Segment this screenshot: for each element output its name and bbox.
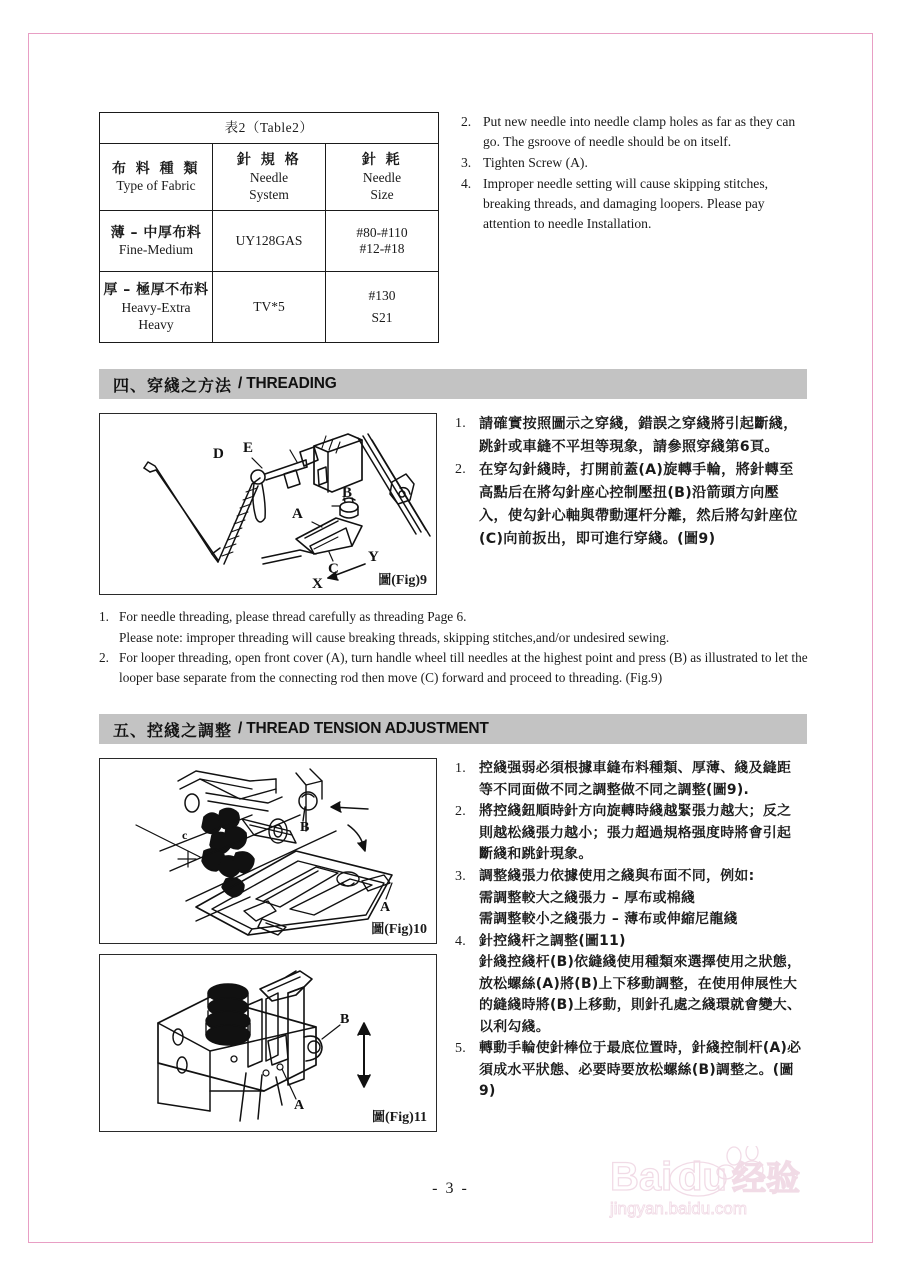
size-1-line2: #12-#18: [359, 241, 405, 257]
header-size-en2: Size: [370, 186, 394, 202]
cell-size-1: [326, 211, 439, 272]
figure-10-label-A: A: [380, 900, 391, 916]
table-header-row: [100, 144, 439, 211]
item-number: 1.: [455, 761, 467, 777]
item-text: Tighten Screw (A).: [483, 154, 588, 170]
threading-figure-row: [99, 413, 809, 595]
list-item: [455, 1038, 803, 1103]
item-number: 3.: [461, 154, 472, 170]
item-text: Improper needle setting will cause skipping stitches, breaking threads, and damaging loopers. Please pay attention to needle Installation.: [483, 175, 769, 231]
list-item: [461, 112, 806, 152]
item-text: 控綫强弱必須根據車縫布料種類、厚薄、綫及縫距等不同面做不同之調整做不同之調整(圖9).: [479, 760, 792, 798]
item-number: 4.: [461, 175, 472, 191]
fabric-cn-2: 厚 – 極厚不布料: [103, 282, 209, 299]
list-item: [455, 801, 803, 866]
header-size-cn: 針 耗: [361, 152, 403, 169]
table-and-instructions-row: [99, 112, 809, 343]
cell-fabric-fine-medium: [100, 211, 213, 272]
cell-system-2: TV*5: [213, 272, 326, 343]
header-system-en2: System: [249, 186, 289, 202]
item-subtext-1: 針綫控綫杆(B)依縫綫使用種類來選擇使用之狀態，放松螺絲(A)將(B)上下移動調整，在使用伸展性大的縫綫時將(B)上移動，則針孔處之綫環就會變大、以利勾綫。: [479, 954, 802, 1035]
list-item: [455, 413, 803, 459]
item-text: 針控綫杆之調整(圖11): [479, 932, 626, 949]
section-tension-title-cn: 五、控綫之調整: [113, 720, 233, 740]
header-cell-size: [326, 144, 439, 211]
threading-cn-list: [455, 413, 803, 551]
section-threading-title-cn: 四、穿綫之方法: [113, 375, 233, 395]
needle-spec-table: [99, 112, 439, 343]
item-subtext-1: 需調整較大之綫張力 – 厚布或棉綫: [479, 889, 696, 906]
figure-11-caption: [372, 1106, 427, 1126]
item-text-line2: Please note: improper threading will cause breaking threads, skipping stitches,and/or undesired sewing.: [119, 629, 670, 645]
size-1-line1: #80-#110: [356, 224, 408, 240]
needle-instructions-list: [461, 112, 806, 235]
item-number: 4.: [455, 933, 467, 949]
page-content: [99, 112, 809, 1132]
figure-9-label-C: C: [328, 561, 339, 578]
section-tension-title-en: / THREAD TENSION ADJUSTMENT: [238, 720, 489, 738]
list-item: [99, 607, 811, 647]
table-row: [100, 272, 439, 343]
header-cell-fabric: [100, 144, 213, 211]
watermark-brand-2: du: [678, 1155, 727, 1199]
figure-10-label-B: B: [300, 820, 310, 836]
section-header-tension: [99, 714, 807, 744]
figure-10-label-c: c: [182, 828, 188, 843]
item-text: 請確實按照圖示之穿綫，錯誤之穿綫將引起斷綫，跳針或車縫不平坦等現象，請參照穿綫第6頁。: [479, 416, 798, 456]
list-item: [99, 648, 811, 688]
header-size-en1: Needle: [362, 170, 402, 186]
figure-9-label-D: D: [213, 446, 224, 463]
item-text: Put new needle into needle clamp holes as far as they can go. The gsroove of needle should be on itself.: [483, 114, 796, 149]
figure-9-label-B: B: [342, 485, 353, 502]
item-number: 2.: [99, 649, 109, 665]
figure-9-label-A: A: [292, 506, 303, 523]
header-system-cn: 針 規 格: [236, 152, 302, 169]
cell-fabric-heavy: [100, 272, 213, 343]
table-title: 表2（Table2）: [100, 113, 439, 144]
header-fabric-cn: 布 料 種 類: [111, 160, 201, 177]
fabric-cn-1: 薄 – 中厚布料: [110, 224, 202, 241]
section-threading-title-en: / THREADING: [238, 375, 337, 393]
item-text: 將控綫鈕順時針方向旋轉時綫越緊張力越大；反之則越松綫張力越小；張力超過規格强度時將會引起斷綫和跳針現象。: [479, 803, 792, 863]
list-item: [461, 174, 806, 234]
tension-cn-list: [455, 758, 803, 1103]
figure-9-label-Y: Y: [368, 549, 379, 566]
figure-11-caption-cn: 圖: [371, 1110, 385, 1126]
figure-11-illustration: [100, 955, 436, 1131]
figure-11-label-A: A: [294, 1098, 305, 1114]
fabric-en-1: Fine-Medium: [118, 242, 194, 258]
figure-10-illustration: [100, 759, 436, 943]
figure-9-box: [99, 413, 437, 595]
item-number: 2.: [455, 804, 467, 820]
item-text-line1: For needle threading, please thread carefully as threading Page 6.: [119, 609, 467, 625]
list-item: [455, 931, 803, 1039]
header-cell-system: [213, 144, 326, 211]
size-2-line1: #130: [368, 287, 396, 303]
figure-9-caption: [378, 569, 427, 589]
figure-10-box: [99, 758, 437, 944]
item-text: 轉動手輪使針棒位于最底位置時，針綫控制杆(A)必須成水平狀態、必要時要放松螺絲(B)調整之。(圖9): [479, 1040, 802, 1100]
item-number: 1.: [455, 416, 467, 432]
cell-size-2: [326, 272, 439, 343]
watermark-brand-cn: 经验: [732, 1159, 800, 1199]
threading-en-block: [99, 607, 811, 688]
figure-9-caption-cn: 圖: [378, 573, 392, 589]
figure-10-caption: [371, 918, 427, 938]
figure-9-label-E: E: [243, 440, 254, 457]
cell-system-1: UY128GAS: [213, 211, 326, 272]
list-item: [455, 866, 803, 931]
size-2-line2: S21: [371, 310, 393, 326]
threading-en-list: [99, 607, 811, 688]
page-number: - 3 -: [432, 1180, 469, 1197]
header-system-en1: Needle: [249, 170, 289, 186]
item-number: 2.: [461, 114, 472, 129]
tension-figures-row: [99, 758, 809, 1132]
page-frame: [28, 33, 873, 1243]
table-title-row: [100, 113, 439, 144]
figure-9-caption-en: (Fig)9: [391, 573, 427, 589]
item-text: 在穿勾針綫時，打開前蓋(A)旋轉手輪，將針轉至高點后在將勾針座心控制壓扭(B)沿箭頭方向壓入，使勾針心軸與帶動運杆分離，然后將勾針座位(C)向前扳出，即可進行穿綫。(圖9): [479, 462, 798, 548]
list-item: [455, 459, 803, 551]
figure-11-box: [99, 954, 437, 1132]
item-number: 2.: [455, 462, 467, 478]
table-row: [100, 211, 439, 272]
figure-9-illustration: [100, 414, 436, 594]
figure-9-label-X: X: [312, 576, 323, 593]
watermark-url: jingyan.baidu.com: [610, 1199, 748, 1218]
fabric-en-2a: Heavy-Extra: [121, 300, 191, 316]
watermark-brand: Bai: [610, 1155, 673, 1199]
figure-11-caption-en: (Fig)11: [385, 1110, 427, 1126]
fabric-en-2b: Heavy: [138, 316, 174, 332]
item-number: 1.: [99, 609, 109, 625]
header-fabric-en: Type of Fabric: [116, 178, 196, 194]
list-item: [461, 153, 806, 173]
item-text: 調整綫張力依據使用之綫與布面不同，例如:: [479, 868, 755, 885]
figure-11-label-B: B: [340, 1012, 350, 1028]
figure-10-caption-cn: 圖: [371, 922, 385, 938]
watermark-paw-icon: [717, 1146, 763, 1179]
list-item: [455, 758, 803, 801]
tension-figures-column: [99, 758, 437, 1132]
section-header-threading: [99, 369, 807, 399]
item-number: 5.: [455, 1041, 467, 1057]
item-subtext-2: 需調整較小之綫張力 – 薄布或伸縮尼龍綫: [479, 911, 738, 928]
figure-10-caption-en: (Fig)10: [384, 922, 427, 938]
item-number: 3.: [455, 869, 467, 885]
item-text: For looper threading, open front cover (A), turn handle wheel till needles at the highest point and press (B) as illustrated to let the looper base separate from the connecting rod then move (C) forward and proceed to threading. (Fig.9): [119, 649, 808, 686]
